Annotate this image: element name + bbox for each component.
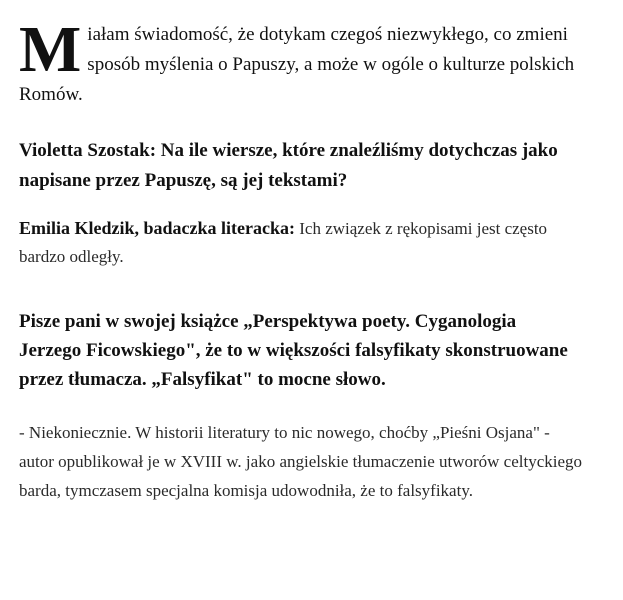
lead-paragraph	[19, 13, 583, 110]
interview-answer-2: - Niekoniecznie. W historii literatury to nic nowego, choćby „Pieśni Osjana" - autor opublikował je w XVIII w. jako angielskie tłumaczenie utworów celtyckiego barda, tymczasem specjalna komisja udowodniła, że to falsyfikaty.	[19, 423, 583, 500]
drop-cap-letter: M	[19, 13, 82, 86]
section-spacer	[19, 293, 583, 307]
interview-question-1: Violetta Szostak: Na ile wiersze, które znaleźliśmy dotychczas jako napisane przez Papuszę, są jej tekstami?	[19, 140, 558, 191]
answer-speaker-label: Emilia Kledzik, badaczka literacka:	[19, 218, 295, 238]
interview-question-2: Pisze pani w swojej książce „Perspektywa poety. Cyganologia Jerzego Ficowskiego", że to w większości falsyfikaty skonstruowane przez tłumacza. „Falsyfikat" to mocne słowo.	[19, 311, 568, 390]
lead-text: iałam świadomość, że dotykam czegoś niezwykłego, co zmieni sposób myślenia o Papuszy, a może w ogóle o kulturze polskich Romów.	[19, 24, 575, 105]
answer-text: Ich związek z rękopisami jest często bardzo odległy.	[19, 219, 548, 266]
interview-answer-1	[19, 214, 583, 271]
